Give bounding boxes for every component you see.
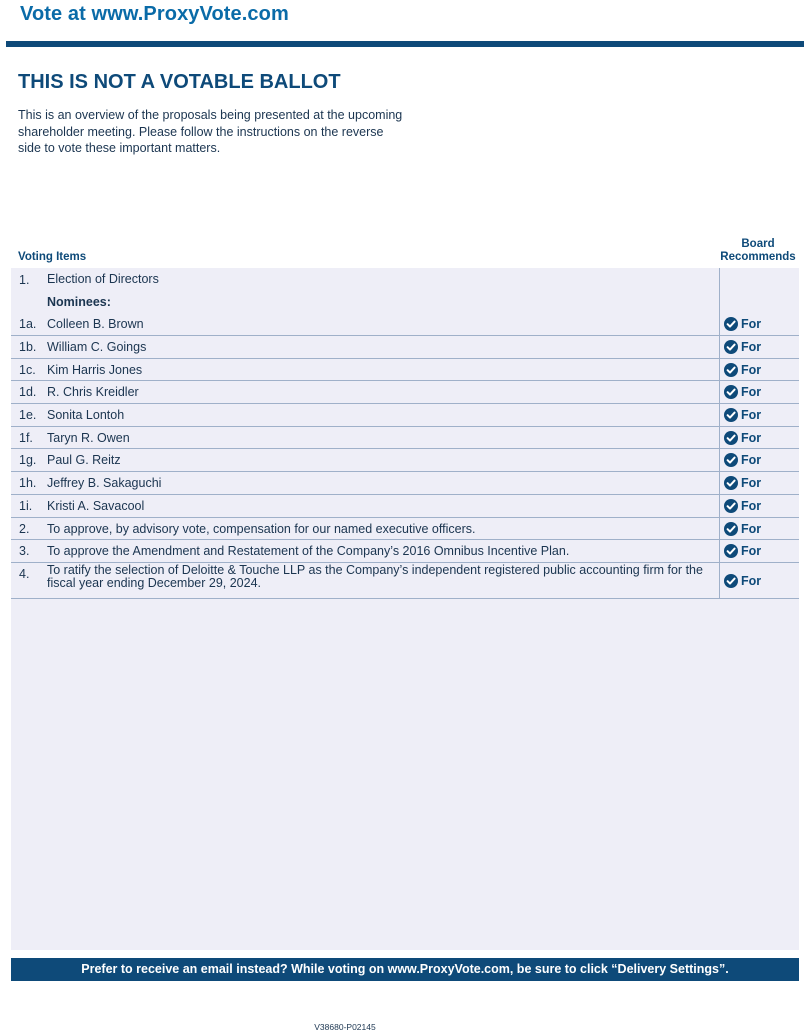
recommendation-cell bbox=[719, 495, 799, 517]
table-row bbox=[11, 336, 799, 359]
recommendation-label: For bbox=[741, 362, 762, 377]
recommendation-cell bbox=[719, 359, 799, 380]
check-circle-icon bbox=[724, 522, 738, 536]
check-circle-icon bbox=[724, 340, 738, 354]
nominee-name: Colleen B. Brown bbox=[47, 317, 144, 331]
table-row bbox=[11, 381, 799, 404]
recommendation-label: For bbox=[741, 385, 762, 399]
item-number: 1h. bbox=[19, 476, 37, 490]
table-row bbox=[11, 518, 799, 540]
item-number: 1b. bbox=[19, 340, 37, 354]
ballot-heading: THIS IS NOT A VOTABLE BALLOT bbox=[18, 71, 341, 93]
item-number: 1g. bbox=[19, 453, 37, 467]
recommendation-label: For bbox=[741, 430, 762, 445]
recommendation-cell bbox=[719, 427, 799, 448]
recommendation-label: For bbox=[741, 573, 762, 588]
item-number: 3. bbox=[19, 544, 30, 558]
table-row bbox=[11, 359, 799, 381]
recommendation-label: For bbox=[741, 340, 762, 354]
table-row bbox=[11, 540, 799, 563]
table-row bbox=[11, 404, 799, 427]
check-circle-icon bbox=[724, 385, 738, 399]
item-number: 4. bbox=[19, 567, 30, 581]
table-row bbox=[11, 427, 799, 449]
board-header-line2: Recommends bbox=[720, 251, 796, 263]
table-row-election bbox=[11, 268, 799, 313]
item-number: 1f. bbox=[19, 431, 33, 445]
recommendation-label: For bbox=[741, 317, 762, 331]
recommendation-label: For bbox=[741, 499, 762, 513]
intro-text: This is an overview of the proposals being presented at the upcoming shareholder meeting. Please follow the instructions on the reverse side to vote these important matters. bbox=[18, 108, 403, 155]
recommendation-cell bbox=[719, 336, 799, 358]
recommendation-cell-empty bbox=[719, 268, 799, 313]
recommendation-cell bbox=[719, 540, 799, 562]
header-divider bbox=[6, 41, 804, 47]
email-delivery-banner: Prefer to receive an email instead? While voting on www.ProxyVote.com, be sure to click “Delivery Settings”. bbox=[11, 958, 799, 981]
item-number: 1. bbox=[19, 273, 30, 287]
header-title: Vote at www.ProxyVote.com bbox=[20, 3, 289, 25]
voting-items-header: Voting Items bbox=[18, 251, 87, 263]
board-header-line1: Board bbox=[741, 238, 775, 250]
recommendation-cell bbox=[719, 381, 799, 403]
nominee-name: Kristi A. Savacool bbox=[47, 499, 145, 513]
recommendation-label: For bbox=[741, 544, 762, 558]
recommendation-cell bbox=[719, 313, 799, 335]
recommendation-cell bbox=[719, 404, 799, 426]
recommendation-label: For bbox=[741, 476, 762, 490]
nominees-label: Nominees: bbox=[47, 295, 111, 309]
table-row bbox=[11, 472, 799, 495]
check-circle-icon bbox=[724, 476, 738, 490]
proposal-text: To approve the Amendment and Restatement of the Company’s 2016 Omnibus Incentive Plan. bbox=[47, 544, 570, 558]
recommendation-label: For bbox=[741, 408, 762, 422]
item-number: 1c. bbox=[19, 363, 36, 377]
recommendation-cell bbox=[719, 563, 799, 598]
recommendation-cell bbox=[719, 449, 799, 471]
check-circle-icon bbox=[724, 574, 738, 588]
item-number: 2. bbox=[19, 522, 30, 536]
item-number: 1d. bbox=[19, 385, 37, 399]
nominee-name: Jeffrey B. Sakaguchi bbox=[47, 476, 162, 490]
item-number: 1a. bbox=[19, 317, 37, 331]
check-circle-icon bbox=[724, 408, 738, 422]
table-row bbox=[11, 563, 799, 599]
nominee-name: Kim Harris Jones bbox=[47, 363, 143, 377]
nominee-name: Sonita Lontoh bbox=[47, 408, 125, 422]
table-row bbox=[11, 449, 799, 472]
proposal-text: To approve, by advisory vote, compensation for our named executive officers. bbox=[47, 522, 476, 536]
check-circle-icon bbox=[724, 317, 738, 331]
voting-items-panel bbox=[11, 268, 799, 950]
recommendation-label: For bbox=[741, 521, 762, 536]
board-recommends-header bbox=[718, 238, 798, 264]
nominee-name: Taryn R. Owen bbox=[47, 431, 130, 445]
check-circle-icon bbox=[724, 363, 738, 377]
recommendation-cell bbox=[719, 472, 799, 494]
recommendation-cell bbox=[719, 518, 799, 539]
nominee-name: William C. Goings bbox=[47, 340, 147, 354]
table-row bbox=[11, 495, 799, 518]
nominee-name: Paul G. Reitz bbox=[47, 453, 121, 467]
check-circle-icon bbox=[724, 431, 738, 445]
check-circle-icon bbox=[724, 499, 738, 513]
proposal-text: To ratify the selection of Deloitte & Touche LLP as the Company’s independent registered public accounting firm for the fiscal year ending December 29, 2024. bbox=[47, 563, 703, 590]
item-number: 1e. bbox=[19, 408, 37, 422]
check-circle-icon bbox=[724, 453, 738, 467]
recommendation-label: For bbox=[741, 453, 762, 467]
control-code: V38680-P02145 bbox=[314, 1022, 376, 1032]
check-circle-icon bbox=[724, 544, 738, 558]
table-row bbox=[11, 313, 799, 336]
item-text: Election of Directors bbox=[47, 272, 159, 286]
item-number: 1i. bbox=[19, 499, 33, 513]
voting-items-table bbox=[11, 268, 799, 599]
nominee-name: R. Chris Kreidler bbox=[47, 385, 139, 399]
